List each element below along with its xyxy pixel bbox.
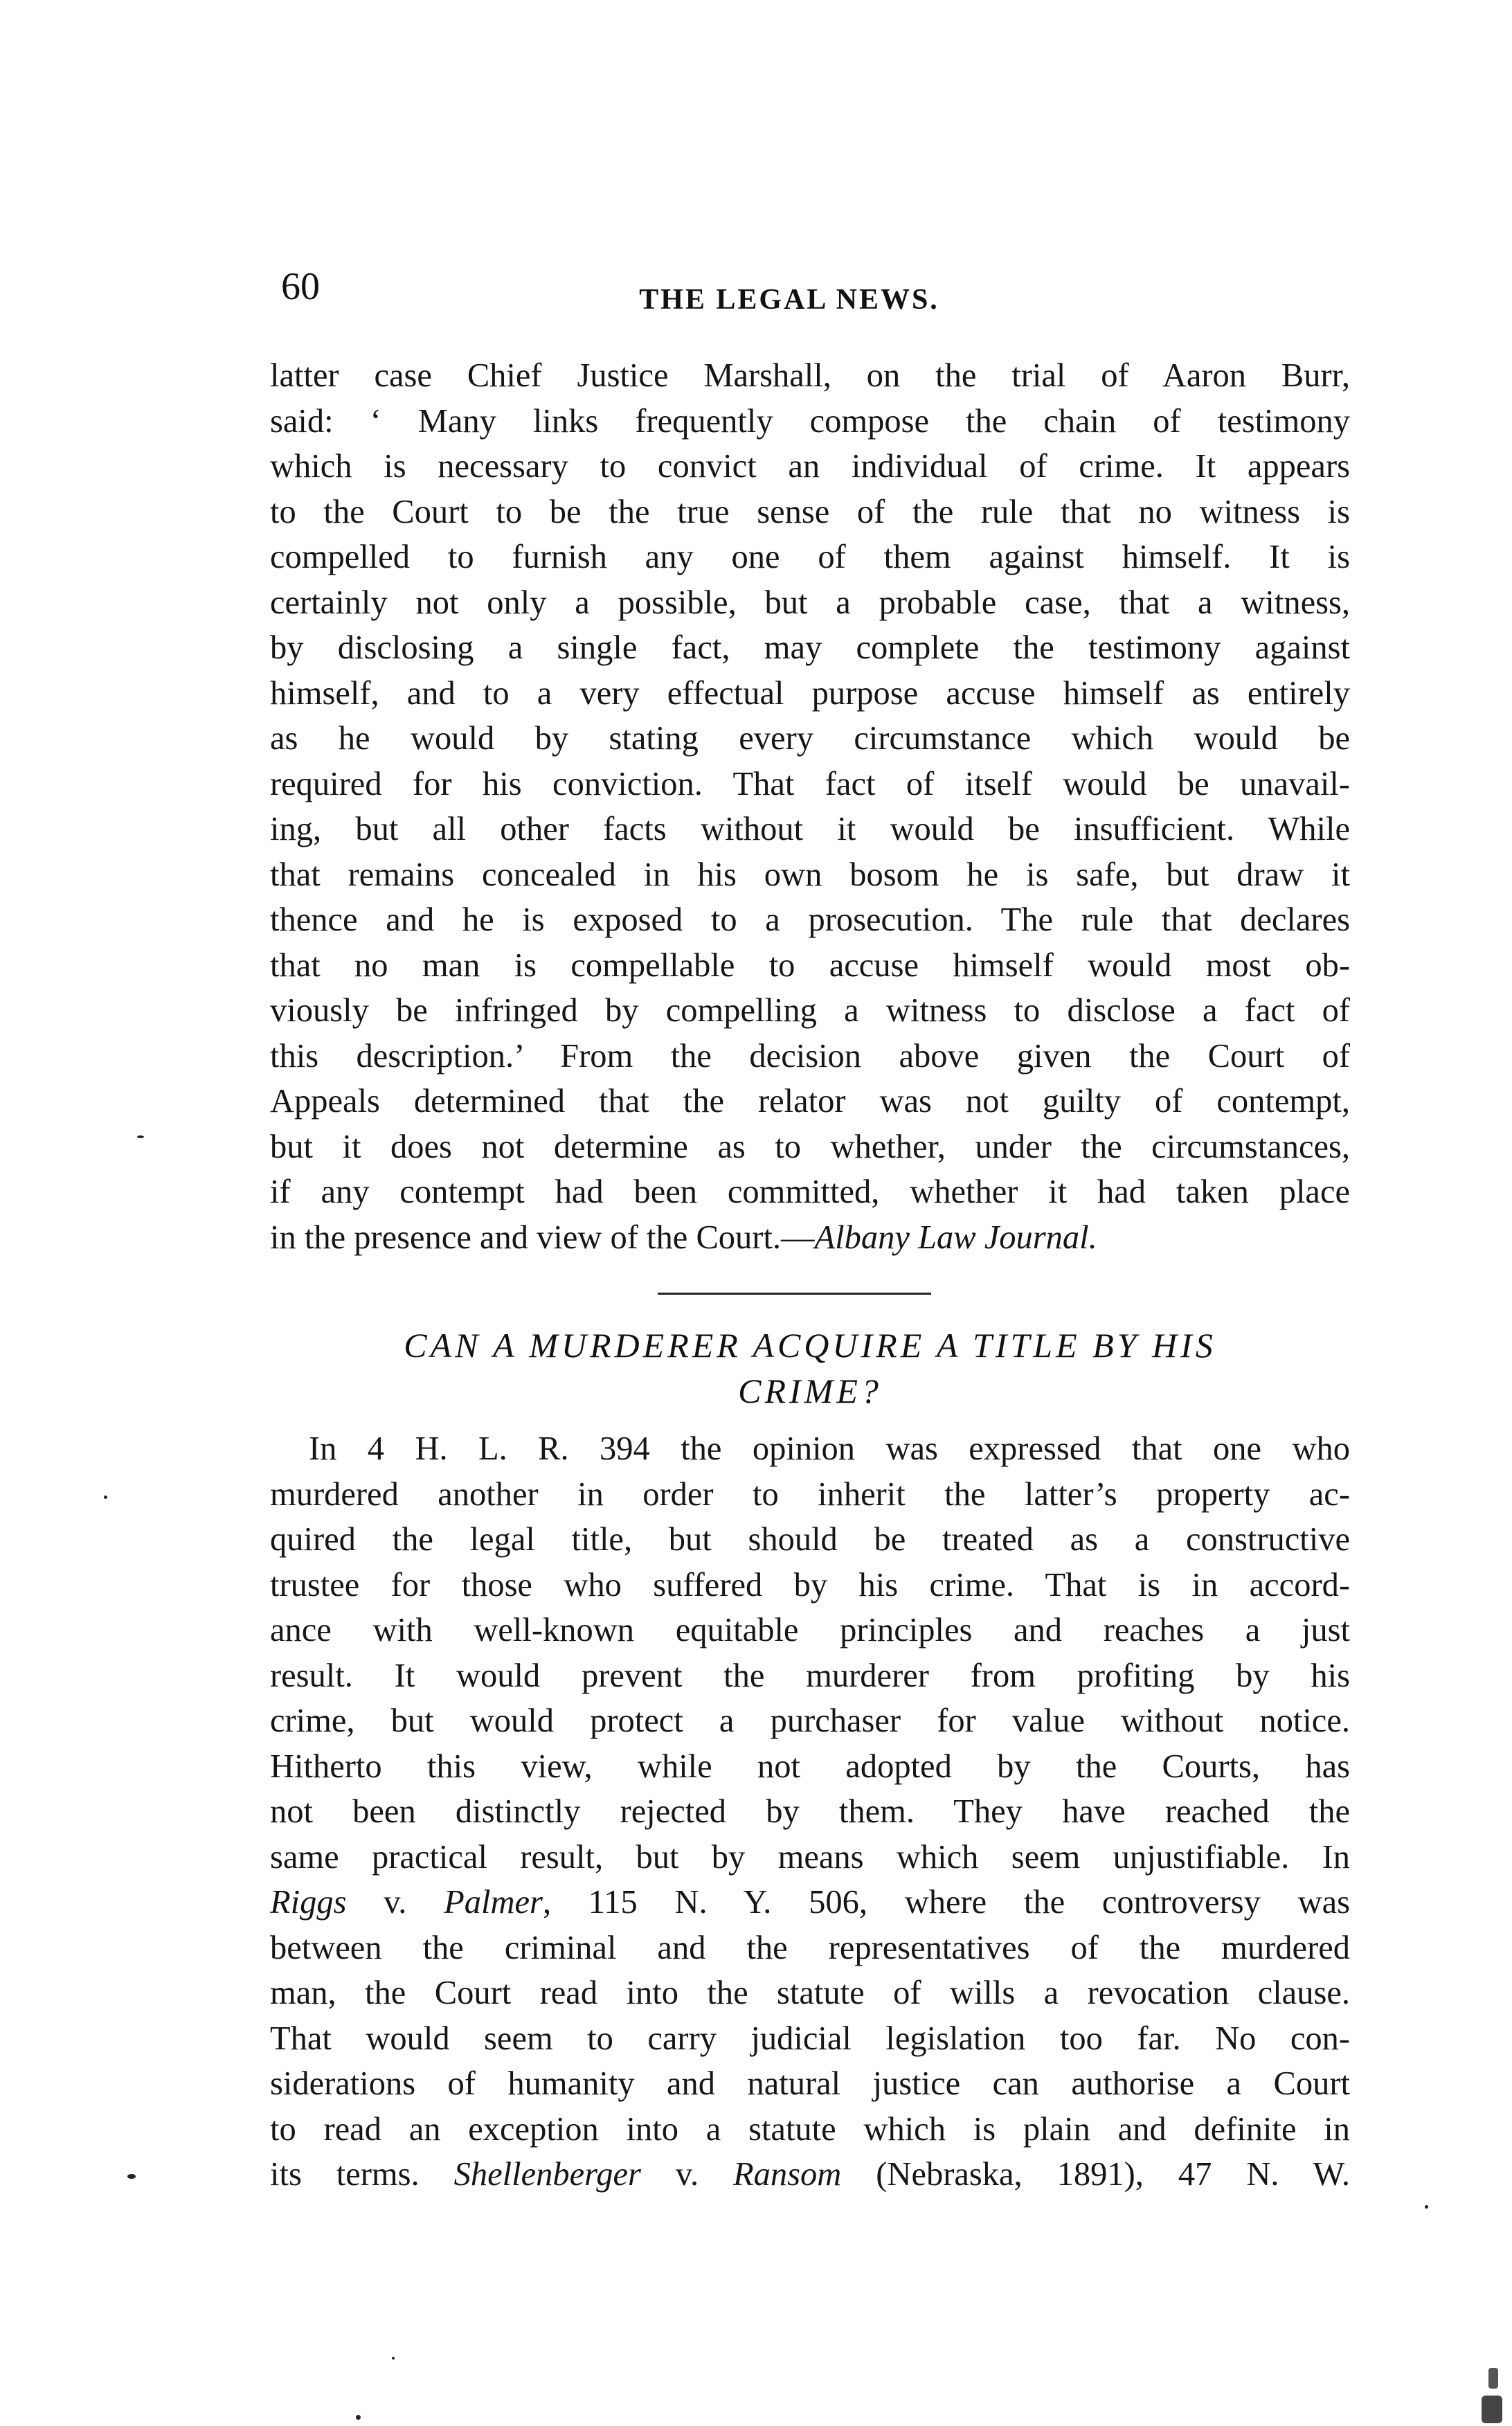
text-line: ance with well-known equitable principles and reaches a just (270, 1612, 1350, 1648)
text-line: by disclosing a single fact, may complete the testimony against (270, 629, 1350, 666)
text-line: compelled to furnish any one of them against himself. It is (270, 539, 1350, 575)
text-line-case (270, 2152, 1350, 2198)
scan-speck (104, 1495, 107, 1499)
text-line: In 4 H. L. R. 394 the opinion was expressed that one who (309, 1430, 1350, 1467)
section2-text (270, 1426, 1350, 2198)
text-line: if any contempt had been committed, whether it had taken place (270, 1174, 1350, 1210)
scan-speck (356, 2415, 361, 2420)
text-line: man, the Court read into the statute of wills a revocation clause. (270, 1975, 1350, 2011)
text-line: not been distinctly rejected by them. They have reached the (270, 1793, 1350, 1830)
text-line-citation (270, 1215, 1350, 1261)
text-line: himself, and to a very effectual purpose accuse himself as entirely (270, 674, 1350, 712)
text-line: same practical result, but by means which seem unjustifiable. In (270, 1838, 1350, 1876)
text-line: to read an exception into a statute which is plain and definite in (270, 2110, 1350, 2148)
section-title-line2: CRIME? (738, 1372, 882, 1410)
text-line: between the criminal and the representatives of the murdered (270, 1929, 1350, 1966)
text-line: quired the legal title, but should be treated as a constructive (270, 1521, 1350, 1558)
text-line: as he would by stating every circumstance which would be (270, 720, 1350, 757)
text-line: murdered another in order to inherit the latter’s property ac- (270, 1475, 1350, 1513)
text-line: ing, but all other facts without it would be insufficient. While (270, 811, 1350, 847)
scan-speck (137, 1135, 144, 1138)
text-line: viously be infringed by compelling a witness to disclose a fact of (270, 992, 1350, 1029)
text-line: That would seem to carry judicial legislation too far. No con- (270, 2020, 1350, 2057)
page-number: 60 (281, 265, 320, 308)
scan-speck (1482, 2396, 1502, 2423)
case-party: Palmer (444, 1884, 543, 1921)
text-line: that no man is compellable to accuse himself would most ob- (270, 946, 1350, 984)
case-name: Shellenberger (453, 2156, 641, 2193)
scan-speck (1425, 2205, 1428, 2209)
text-line: required for his conviction. That fact of itself would be unavail- (270, 765, 1350, 802)
scan-speck (392, 2357, 395, 2360)
case-party: Ransom (733, 2156, 842, 2193)
section-title-line1: CAN A MURDERER ACQUIRE A TITLE BY HIS (404, 1326, 1216, 1365)
section1-text (270, 353, 1350, 1260)
case-rest: (Nebraska, 1891), 47 N. W. (841, 2156, 1350, 2193)
citation-lead: in the presence and view of the Court.— (270, 1219, 815, 1256)
case-versus: v. (346, 1884, 444, 1921)
case-versus: v. (640, 2156, 734, 2193)
text-line-case (270, 1880, 1350, 1925)
text-line: to the Court to be the true sense of the rule that no witness is (270, 493, 1350, 530)
case-name: Riggs (270, 1884, 347, 1921)
scan-speck (1488, 2368, 1498, 2389)
case-rest: , 115 N. Y. 506, where the controversy was (542, 1884, 1350, 1921)
case-prefix: its terms. (270, 2156, 454, 2193)
text-line: result. It would prevent the murderer from profiting by his (270, 1657, 1350, 1694)
text-line: crime, but would protect a purchaser for value without notice. (270, 1702, 1350, 1739)
text-line: said: ‘ Many links frequently compose the chain of testimony (270, 402, 1350, 440)
text-line: siderations of humanity and natural justice can authorise a Court (270, 2065, 1350, 2102)
scan-speck (127, 2174, 136, 2179)
text-line: certainly not only a possible, but a probable case, that a witness, (270, 584, 1350, 621)
text-line: thence and he is exposed to a prosecution. The rule that declares (270, 901, 1350, 938)
text-line: that remains concealed in his own bosom he is safe, but draw it (270, 856, 1350, 893)
citation-source: Albany Law Journal. (814, 1219, 1097, 1256)
text-line: but it does not determine as to whether, under the circumstances, (270, 1128, 1350, 1165)
text-line: which is necessary to convict an individual of crime. It appears (270, 448, 1350, 485)
text-line: trustee for those who suffered by his crime. That is in accord- (270, 1566, 1350, 1603)
text-line: Appeals determined that the relator was not guilty of contempt, (270, 1083, 1350, 1120)
section-divider (658, 1293, 931, 1295)
running-title: THE LEGAL NEWS. (639, 284, 939, 316)
text-line: latter case Chief Justice Marshall, on the trial of Aaron Burr, (270, 357, 1350, 394)
text-line: this description.’ From the decision above given the Court of (270, 1037, 1350, 1075)
text-line: Hitherto this view, while not adopted by the Courts, has (270, 1747, 1350, 1785)
